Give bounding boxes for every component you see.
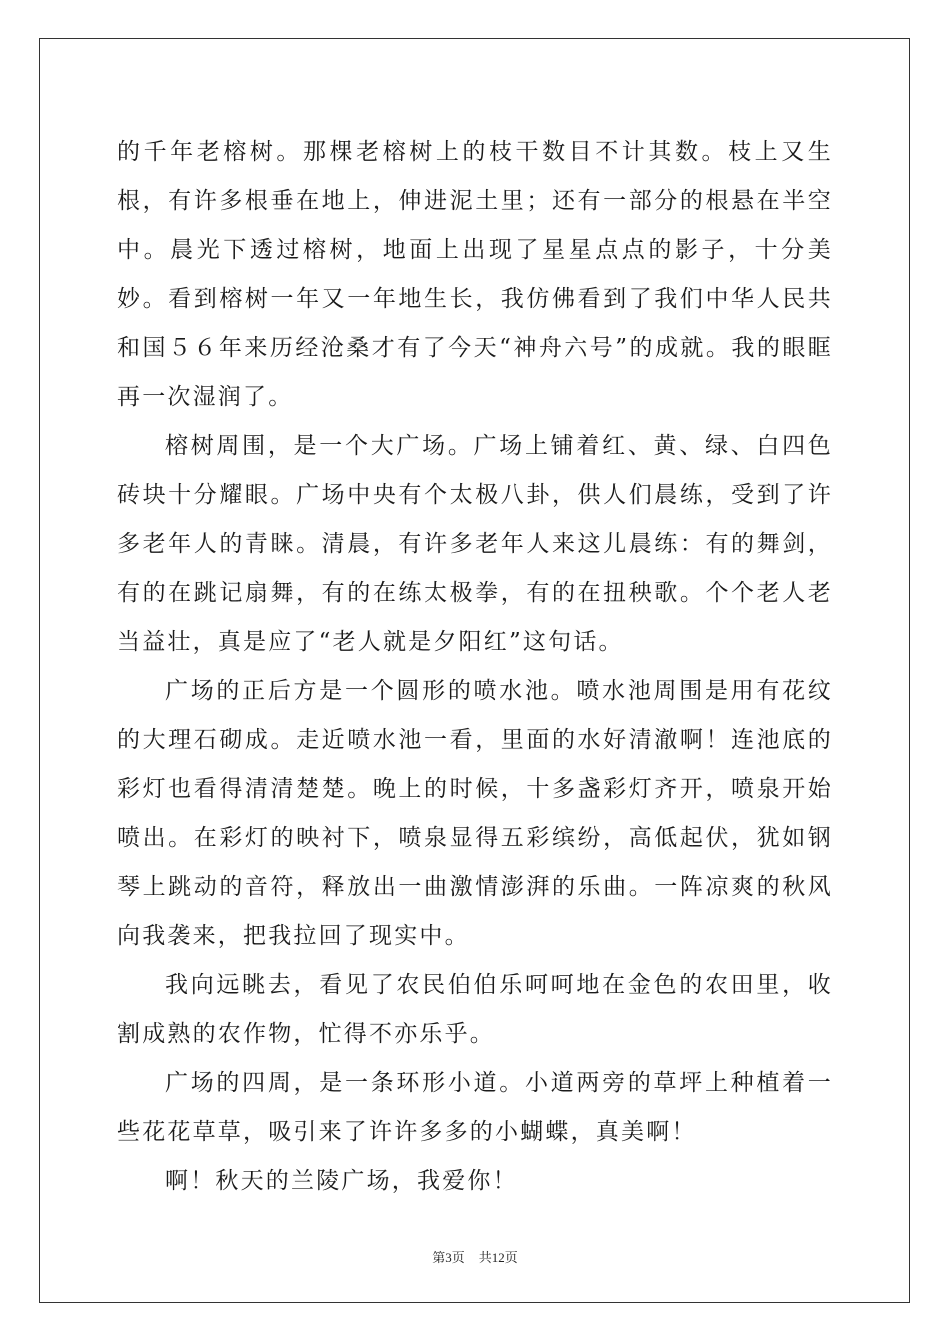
page-footer bbox=[0, 1247, 950, 1266]
paragraph-1: 的千年老榕树。那棵老榕树上的枝干数目不计其数。枝上又生根，有许多根垂在地上，伸进泥土里；还有一部分的根悬在半空中。晨光下透过榕树，地面上出现了星星点点的影子，十分美妙。看到榕树一年又一年地生长，我仿佛看到了我们中华人民共和国５６年来历经沧桑才有了今天“神舟六号”的成就。我的眼眶再一次湿润了。 bbox=[117, 139, 833, 410]
paragraph-6: 啊！秋天的兰陵广场，我爱你！ bbox=[165, 1168, 518, 1194]
page-number: 第3页 bbox=[432, 1250, 465, 1265]
document-body bbox=[117, 128, 833, 1206]
paragraph-5: 广场的四周，是一条环形小道。小道两旁的草坪上种植着一些花花草草，吸引来了许许多多的小蝴蝶，真美啊！ bbox=[117, 1070, 833, 1145]
paragraph-2: 榕树周围，是一个大广场。广场上铺着红、黄、绿、白四色砖块十分耀眼。广场中央有个太极八卦，供人们晨练，受到了许多老年人的青睐。清晨，有许多老年人来这儿晨练：有的舞剑，有的在跳记扇舞，有的在练太极拳，有的在扭秧歌。个个老人老当益壮，真是应了“老人就是夕阳红”这句话。 bbox=[117, 433, 833, 655]
paragraph-3: 广场的正后方是一个圆形的喷水池。喷水池周围是用有花纹的大理石砌成。走近喷水池一看，里面的水好清澈啊！连池底的彩灯也看得清清楚楚。晚上的时候，十多盏彩灯齐开，喷泉开始喷出。在彩灯的映衬下，喷泉显得五彩缤纷，高低起伏，犹如钢琴上跳动的音符，释放出一曲激情澎湃的乐曲。一阵凉爽的秋风向我袭来，把我拉回了现实中。 bbox=[117, 678, 833, 949]
page-total: 共12页 bbox=[478, 1250, 518, 1265]
paragraph-4: 我向远眺去，看见了农民伯伯乐呵呵地在金色的农田里，收割成熟的农作物，忙得不亦乐乎。 bbox=[117, 972, 833, 1047]
